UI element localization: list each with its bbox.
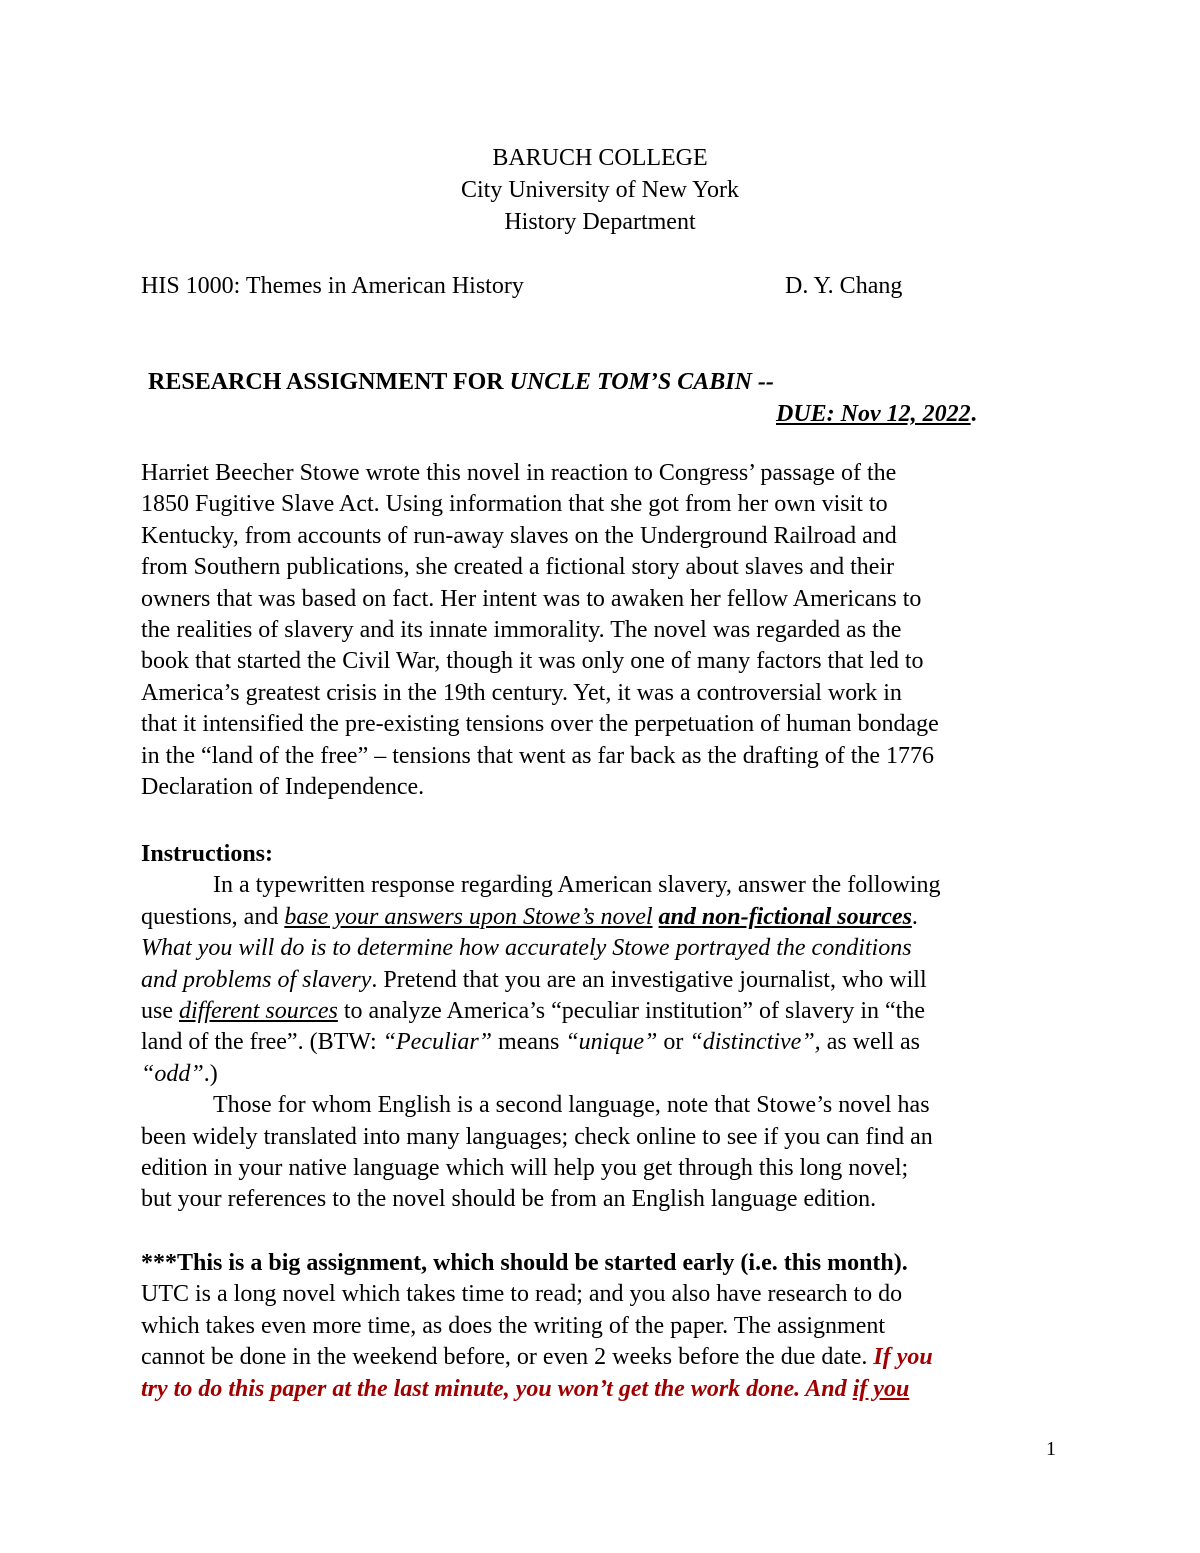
text-run: . Pretend that you are an investigative journalist, who will	[371, 966, 927, 993]
text-run: cannot be done in the weekend before, or even 2 weeks before the due date.	[141, 1344, 874, 1371]
intro-line: owners that was based on fact. Her intent was to awaken her fellow Americans to	[141, 585, 922, 612]
instructions-heading: Instructions:	[141, 841, 274, 867]
intro-line: that it intensified the pre-existing tensions over the perpetuation of human bondage	[141, 711, 939, 738]
intro-line: Declaration of Independence.	[141, 774, 425, 801]
intro-line: book that started the Civil War, though it was only one of many factors that led to	[141, 648, 924, 675]
emphasis-sources: and non-fictional sources	[658, 903, 912, 930]
department-name: History Department	[504, 209, 696, 235]
intro-line: the realities of slavery and its innate immorality. The novel was regarded as the	[141, 617, 902, 644]
text-run: try to do this paper at the last minute, you won’t get the work done. And	[141, 1375, 853, 1402]
warning-line	[141, 1374, 1061, 1405]
warning-line: UTC is a long novel which takes time to read; and you also have research to do	[141, 1281, 903, 1308]
instructions-section	[141, 839, 1061, 1216]
intro-line: America’s greatest crisis in the 19th century. Yet, it was a controversial work in	[141, 679, 902, 706]
warning-heading: ***This is a big assignment, which should be started early (i.e. this month).	[141, 1250, 908, 1276]
instructions-line: Those for whom English is a second language, note that Stowe’s novel has	[213, 1092, 930, 1119]
course-name: HIS 1000: Themes in American History	[141, 273, 524, 299]
text-run: as well as	[820, 1029, 920, 1056]
emphasis-if-you: If you	[873, 1344, 933, 1371]
instructions-line: but your references to the novel should be from an English language edition.	[141, 1186, 877, 1213]
due-date	[776, 398, 977, 430]
title-prefix: RESEARCH ASSIGNMENT FOR	[148, 369, 510, 395]
instructions-line	[141, 1059, 1061, 1090]
instructions-line	[141, 965, 1061, 996]
emphasis-if-you-underlined: if you	[852, 1375, 910, 1402]
text-run: .)	[203, 1060, 218, 1087]
text-run: or	[657, 1029, 690, 1056]
instructions-line: What you will do is to determine how accurately Stowe portrayed the conditions	[141, 935, 912, 962]
intro-line: in the “land of the free” – tensions that went as far back as the drafting of the 1776	[141, 742, 935, 769]
warning-line: which takes even more time, as does the writing of the paper. The assignment	[141, 1312, 886, 1339]
title-book: UNCLE TOM’S CABIN	[509, 369, 752, 395]
text-run: “unique”	[565, 1029, 658, 1056]
intro-paragraph	[141, 458, 1061, 803]
text-run: to analyze America’s “peculiar institution” of slavery in “the	[337, 998, 925, 1025]
college-name: BARUCH COLLEGE	[492, 145, 708, 171]
text-run: land of the free”. (BTW:	[141, 1029, 383, 1056]
assignment-title	[148, 366, 774, 398]
intro-line: from Southern publications, she created a fictional story about slaves and their	[141, 554, 895, 581]
text-run: means	[492, 1029, 566, 1056]
text-run: .	[911, 903, 918, 930]
text-run: “distinctive”,	[689, 1029, 821, 1056]
text-run: “Peculiar”	[382, 1029, 493, 1056]
intro-line: 1850 Fugitive Slave Act. Using information that she got from her own visit to	[141, 491, 888, 518]
warning-line	[141, 1342, 1061, 1373]
instructions-line: been widely translated into many languages; check online to see if you can find an	[141, 1123, 933, 1150]
warning-paragraph	[141, 1248, 1061, 1405]
emphasis-sources-diff: different sources	[179, 998, 338, 1025]
instructor-name: D. Y. Chang	[785, 273, 903, 299]
text-run: use	[141, 998, 179, 1025]
intro-line: Harriet Beecher Stowe wrote this novel in reaction to Congress’ passage of the	[141, 460, 897, 486]
instructions-line	[141, 1027, 1061, 1058]
title-suffix: --	[751, 369, 774, 395]
instructions-line: In a typewritten response regarding American slavery, answer the following	[213, 872, 941, 899]
instructions-line: edition in your native language which will help you get through this long novel;	[141, 1155, 909, 1182]
text-run: “odd”	[141, 1060, 204, 1087]
due-label: DUE: Nov 12, 2022	[776, 401, 971, 427]
text-run: questions, and	[141, 903, 285, 930]
instructions-line	[141, 902, 1061, 933]
intro-line: Kentucky, from accounts of run-away slaves on the Underground Railroad and	[141, 522, 897, 549]
text-run: and problems of slavery	[141, 966, 372, 993]
due-period: .	[970, 401, 977, 427]
page-number: 1	[1046, 1438, 1056, 1460]
university-name: City University of New York	[460, 177, 739, 203]
instructions-line	[141, 996, 1061, 1027]
emphasis-novel: base your answers upon Stowe’s novel	[284, 903, 653, 930]
